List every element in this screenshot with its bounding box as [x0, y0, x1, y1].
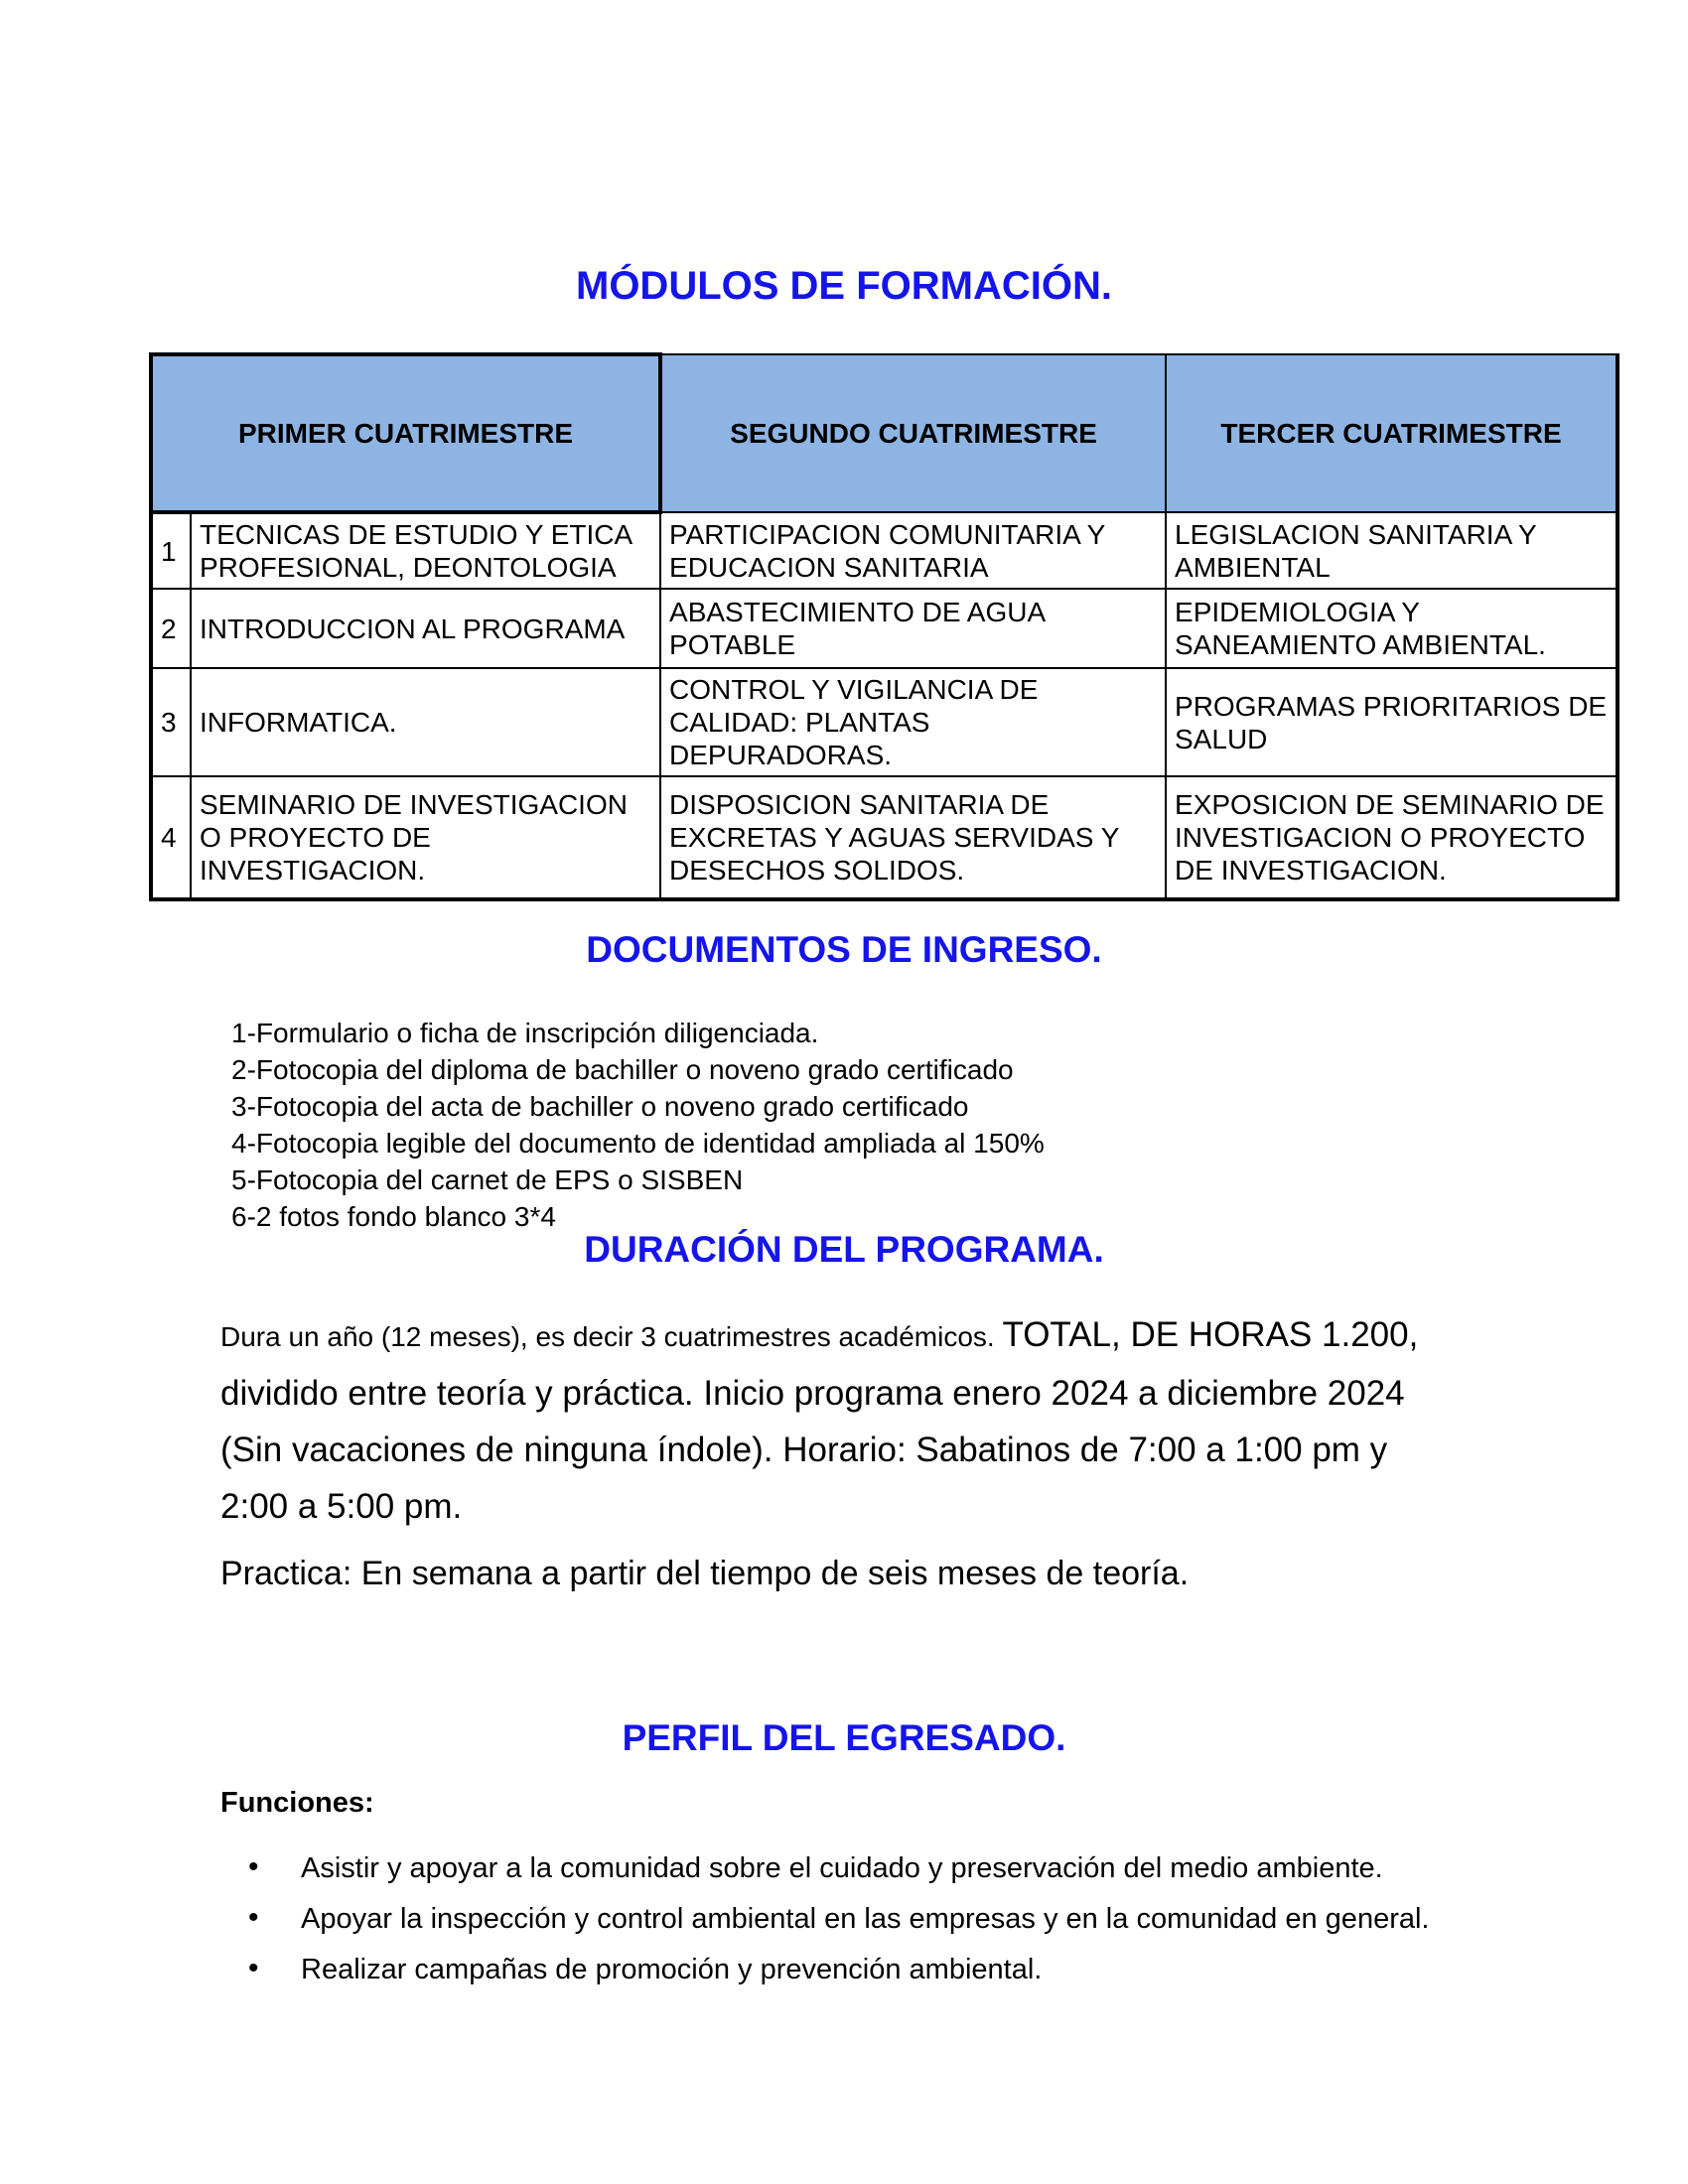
paragraph-run-large: TOTAL, DE HORAS 1.200, [1002, 1315, 1419, 1354]
cell-primer: INFORMATICA. [191, 668, 660, 776]
cell-primer: TECNICAS DE ESTUDIO Y ETICA PROFESIONAL, DEONTOLOGIA [191, 512, 660, 589]
documentos-list [231, 1015, 1045, 1235]
cell-tercer: EXPOSICION DE SEMINARIO DE INVESTIGACION O PROYECTO DE INVESTIGACION. [1166, 776, 1618, 899]
bullet-item [248, 1954, 1429, 1986]
list-item: 2-Fotocopia del diploma de bachiller o noveno grado certificado [231, 1054, 1014, 1085]
bullet-icon: • [248, 1850, 259, 1883]
list-item: 1-Formulario o ficha de inscripción diligenciada. [231, 1018, 819, 1048]
duracion-paragraph [220, 1306, 1418, 1535]
cell-segundo: ABASTECIMIENTO DE AGUA POTABLE [660, 589, 1166, 668]
cell-tercer: PROGRAMAS PRIORITARIOS DE SALUD [1166, 668, 1618, 776]
paragraph-line [220, 1306, 1418, 1365]
header-cell-tercer: TERCER CUATRIMESTRE [1166, 354, 1618, 512]
header-cell-primer: PRIMER CUATRIMESTRE [151, 354, 660, 512]
row-number: 1 [151, 512, 191, 589]
paragraph-line: (Sin vacaciones de ninguna índole). Horario: Sabatinos de 7:00 a 1:00 pm y [220, 1431, 1388, 1469]
section-heading-duracion: DURACIÓN DEL PROGRAMA. [584, 1229, 1104, 1270]
funciones-label: Funciones: [220, 1787, 374, 1819]
cell-segundo: DISPOSICION SANITARIA DE EXCRETAS Y AGUAS SERVIDAS Y DESECHOS SOLIDOS. [660, 776, 1166, 899]
cell-primer: INTRODUCCION AL PROGRAMA [191, 589, 660, 668]
cell-tercer: LEGISLACION SANITARIA Y AMBIENTAL [1166, 512, 1618, 589]
table-row [151, 589, 1618, 668]
section-heading-documentos: DOCUMENTOS DE INGRESO. [586, 929, 1102, 970]
modules-table [149, 352, 1619, 901]
list-item: 6-2 fotos fondo blanco 3*4 [231, 1201, 556, 1232]
paragraph-line: 2:00 a 5:00 pm. [220, 1487, 463, 1526]
table-row [151, 512, 1618, 589]
funciones-bullet-list [248, 1852, 1429, 2004]
page-title: MÓDULOS DE FORMACIÓN. [576, 264, 1112, 308]
cell-tercer: EPIDEMIOLOGIA Y SANEAMIENTO AMBIENTAL. [1166, 589, 1618, 668]
row-number: 2 [151, 589, 191, 668]
table-row [151, 776, 1618, 899]
bullet-text: Apoyar la inspección y control ambiental en las empresas y en la comunidad en general. [301, 1903, 1430, 1935]
list-item: 4-Fotocopia legible del documento de identidad ampliada al 150% [231, 1128, 1045, 1159]
bullet-text: Asistir y apoyar a la comunidad sobre el cuidado y preservación del medio ambiente. [301, 1852, 1383, 1884]
paragraph-line: dividido entre teoría y práctica. Inicio programa enero 2024 a diciembre 2024 [220, 1374, 1405, 1413]
header-cell-segundo: SEGUNDO CUATRIMESTRE [660, 354, 1166, 512]
bullet-icon: • [248, 1952, 259, 1984]
bullet-item [248, 1903, 1429, 1936]
table-row [151, 668, 1618, 776]
cell-segundo: CONTROL Y VIGILANCIA DE CALIDAD: PLANTAS DEPURADORAS. [660, 668, 1166, 776]
bullet-icon: • [248, 1901, 259, 1934]
cell-segundo: PARTICIPACION COMUNITARIA Y EDUCACION SANITARIA [660, 512, 1166, 589]
bullet-item [248, 1852, 1429, 1885]
cell-primer: SEMINARIO DE INVESTIGACION O PROYECTO DE INVESTIGACION. [191, 776, 660, 899]
paragraph-run-small: Dura un año (12 meses), es decir 3 cuatrimestres académicos. [220, 1321, 1003, 1352]
practica-text: Practica: En semana a partir del tiempo de seis meses de teoría. [220, 1555, 1190, 1592]
table-header-row [151, 354, 1618, 512]
section-heading-perfil: PERFIL DEL EGRESADO. [622, 1717, 1066, 1758]
list-item: 3-Fotocopia del acta de bachiller o noveno grado certificado [231, 1091, 969, 1122]
bullet-text: Realizar campañas de promoción y prevención ambiental. [301, 1954, 1043, 1985]
list-item: 5-Fotocopia del carnet de EPS o SISBEN [231, 1164, 744, 1195]
row-number: 3 [151, 668, 191, 776]
row-number: 4 [151, 776, 191, 899]
